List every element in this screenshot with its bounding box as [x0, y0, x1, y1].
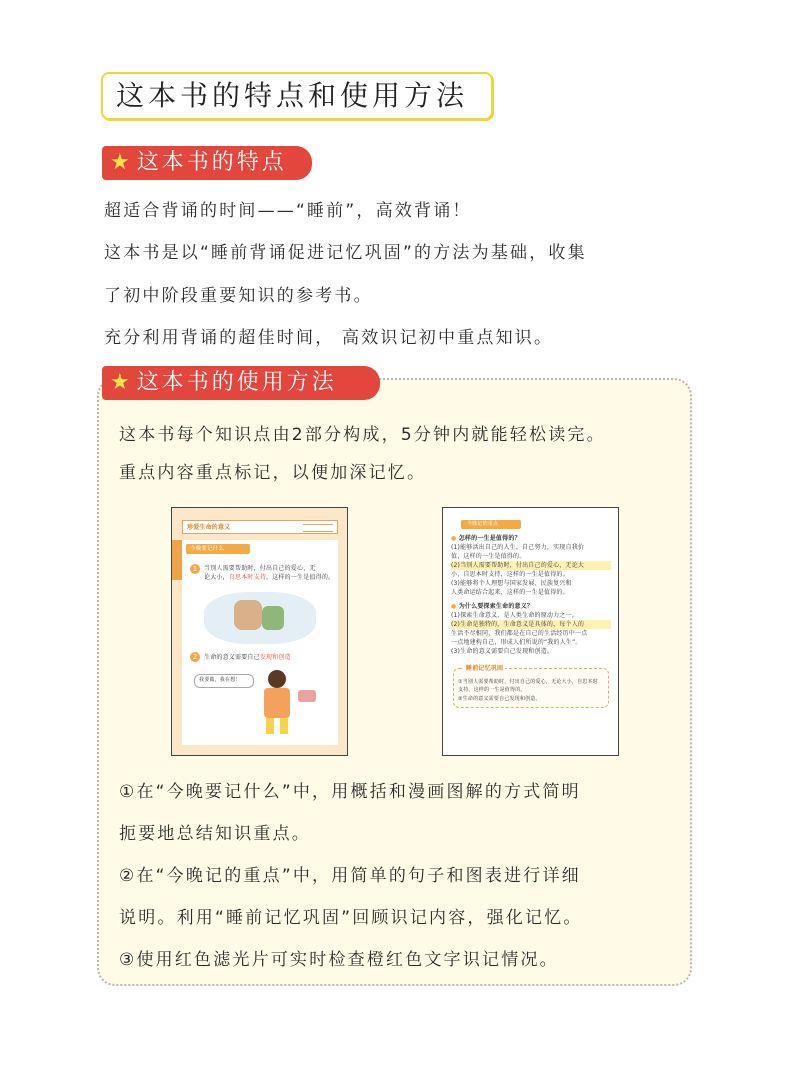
- features-line: 超适合背诵的时间——“睡前”，高效背诵！: [104, 201, 472, 221]
- right-question-2: ● 为什么要探索生命的意义？: [451, 603, 534, 610]
- left-point-1-a: 当别人需要帮助时，付出自己的爱心，无: [204, 565, 316, 572]
- star-icon: ★: [110, 150, 133, 175]
- features-line: 这本书是以“睡前背诵促进记忆巩固”的方法为基础，收集: [104, 243, 587, 263]
- usage-step-line: ③使用红色滤光片可实时检查橙红色文字识记情况。: [119, 950, 559, 970]
- usage-step-line: 说明。利用“睡前记忆巩固”回顾识记内容，强化记忆。: [119, 908, 583, 928]
- left-point-1-b: 论大小，: [204, 574, 229, 581]
- left-header-title: 珍爱生命的意义: [187, 524, 231, 531]
- illustration-body: [264, 688, 290, 718]
- speech-bubble: [194, 674, 254, 688]
- usage-intro-line: 这本书每个知识点由2部分构成，5分钟内就能轻松读完。: [119, 425, 606, 445]
- left-point-1-c: ，这样的一生是值得的。: [266, 574, 335, 581]
- right-content: [451, 534, 611, 656]
- right-answer-line: (1)能够活出自己的人生，自己努力，实现自我价: [451, 544, 585, 551]
- illustration-leg-left: [266, 718, 274, 734]
- illustration-head: [268, 670, 286, 688]
- speech-bubble-text: 我要做，我在想！: [199, 677, 241, 683]
- review-line: ②生命的意义需要自己发现和创造。: [458, 696, 541, 702]
- usage-ribbon-label: 这本书的使用方法: [136, 370, 337, 395]
- features-ribbon: [102, 146, 312, 180]
- review-line: 支持，这样的一生是值得的。: [458, 687, 526, 693]
- left-point-2-highlight: 发现和创造: [259, 654, 291, 661]
- left-point-1-highlight: 自思本时支持: [228, 574, 267, 581]
- right-header-label: 今晚记的重点: [467, 521, 499, 527]
- right-answer-line: 一点地建构自己，形成人们所说的“我的人生”。: [451, 639, 582, 646]
- illustration-figure-2: [262, 606, 284, 630]
- left-tab-label: 今晚要记什么: [190, 546, 225, 552]
- right-answer-line: (1)探索生命意义，是人类生命的原动力之一。: [451, 612, 578, 619]
- review-line: ①当别人需要帮助时，付出自己的爱心，无论大小，自思本时: [458, 679, 598, 685]
- illustration-leg-right: [280, 718, 288, 734]
- left-content-area: [182, 540, 338, 745]
- sample-page-right: [442, 507, 619, 756]
- left-header-bar: [182, 520, 338, 534]
- usage-intro-line: 重点内容重点标记，以便加深记忆。: [119, 463, 427, 483]
- right-answer-line: 值，这样的一生是值得的。: [451, 553, 526, 560]
- star-icon: ★: [110, 370, 133, 395]
- features-ribbon-label: 这本书的特点: [136, 150, 287, 175]
- usage-step-line: 扼要地总结知识重点。: [119, 824, 311, 844]
- right-answer-line: 生活不尽相同，我们都是在自己的生活经历中一点: [451, 630, 588, 637]
- right-answer-line: 小，自思本时支持，这样的一生是值得的。: [451, 571, 569, 578]
- right-question-1: ● 怎样的一生是值得的？: [451, 535, 521, 542]
- right-answer-line: (3)生命的意义需要自己发现和创造。: [451, 648, 554, 655]
- point-2-icon: 2: [190, 652, 200, 662]
- left-side-tab: [172, 540, 182, 580]
- point-1-icon: 1: [190, 564, 200, 574]
- illustration-figure-1: [234, 600, 262, 630]
- features-line: 了初中阶段重要知识的参考书。: [104, 286, 373, 306]
- right-answer-line: (2)当别人需要帮助时，付出自己的爱心，无论大: [451, 561, 611, 570]
- left-point-2-a: 生命的意义需要自己: [204, 654, 260, 661]
- left-point-2-text: [204, 653, 291, 662]
- sample-page-left: [171, 507, 348, 756]
- illustration-cart: [298, 690, 316, 702]
- right-answer-line: (2)生命是独特的，生命意义是具体的，每个人的: [451, 620, 611, 629]
- right-answer-line: (3)能够将个人理想与国家发展、民族复兴和: [451, 580, 572, 587]
- page-title: 这本书的特点和使用方法: [116, 79, 469, 112]
- usage-ribbon: [102, 366, 380, 400]
- right-question-2-text: 为什么要探索生命的意义？: [458, 603, 534, 610]
- usage-step-line: ②在“今晚记的重点”中，用简单的句子和图表进行详细: [119, 866, 581, 886]
- left-point-1-text: [204, 564, 334, 582]
- left-header-lines: [303, 524, 333, 532]
- usage-step-line: ①在“今晚要记什么”中，用概括和漫画图解的方式简明: [119, 782, 581, 802]
- review-box: [453, 665, 609, 708]
- review-title: 睡前记忆巩固: [466, 665, 504, 672]
- right-question-1-text: 怎样的一生是值得的？: [458, 535, 521, 542]
- features-line: 充分利用背诵的超佳时间， 高效识记初中重点知识。: [104, 328, 554, 348]
- right-answer-line: 人类命运结合起来，这样的一生是值得的。: [451, 589, 569, 596]
